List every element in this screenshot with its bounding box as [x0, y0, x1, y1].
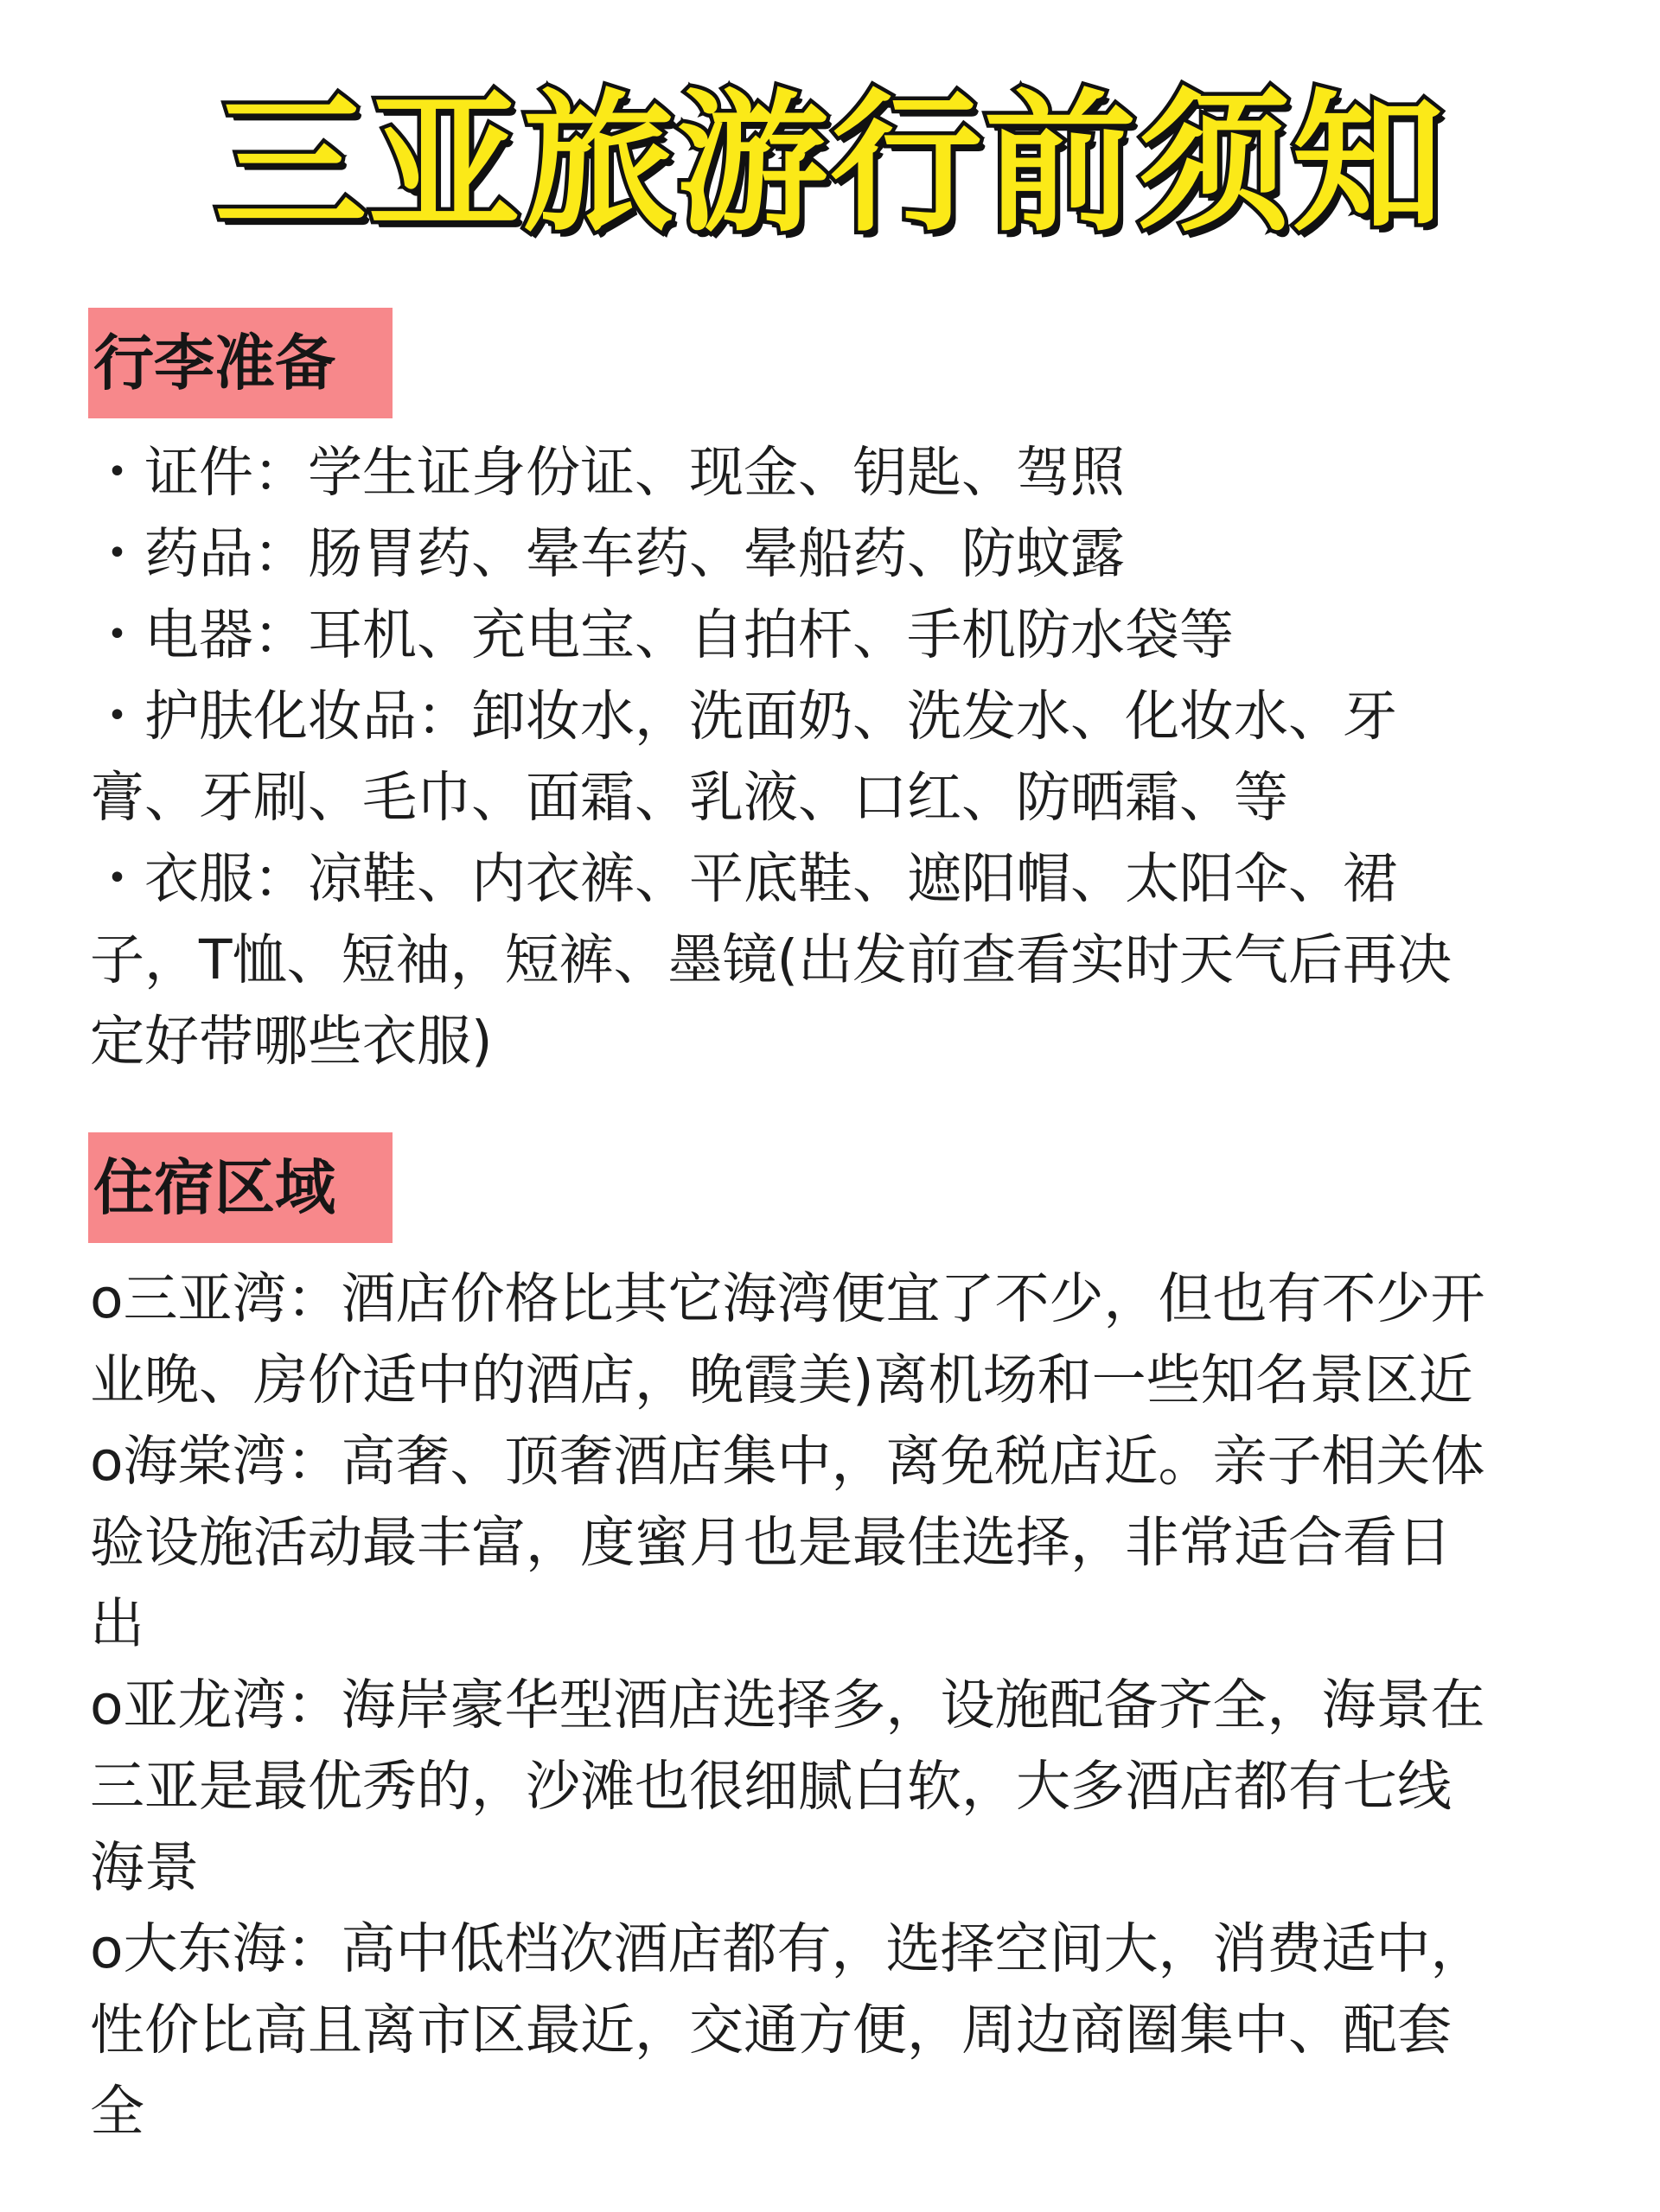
list-item: 出 — [90, 1592, 144, 1655]
accommodation-list — [90, 1259, 1586, 2152]
list-item: o亚龙湾：海岸豪华型酒店选择多，设施配备齐全，海景在 — [90, 1673, 1485, 1737]
list-item: 海景 — [90, 1836, 199, 1899]
list-item: 定好带哪些衣服) — [90, 1010, 493, 1073]
list-item: 子，T恤、短袖，短裤、墨镜(出发前查看实时天气后再决 — [90, 928, 1452, 991]
list-item: ・药品：肠胃药、晕车药、晕船药、防蚊露 — [90, 522, 1125, 585]
list-item: ・证件：学生证身份证、现金、钥匙、驾照 — [90, 441, 1125, 504]
list-item: ・衣服：凉鞋、内衣裤、平底鞋、遮阳帽、太阳伞、裙 — [90, 847, 1397, 910]
page-title: 三亚旅游行前须知 — [214, 75, 1446, 252]
section-label-accommodation: 住宿区域 — [88, 1132, 393, 1243]
list-item: 全 — [90, 2080, 144, 2143]
list-item: 性价比高且离市区最近，交通方便，周边商圈集中、配套 — [90, 1998, 1452, 2062]
list-item: o海棠湾：高奢、顶奢酒店集中，离免税店近。亲子相关体 — [90, 1430, 1485, 1493]
section-label-luggage: 行李准备 — [88, 308, 393, 418]
list-item: 验设施活动最丰富，度蜜月也是最佳选择，非常适合看日 — [90, 1511, 1452, 1574]
list-item: 业晚、房价适中的酒店，晚霞美)离机场和一些知名景区近 — [90, 1348, 1473, 1412]
luggage-list — [90, 432, 1586, 1082]
list-item: o三亚湾：酒店价格比其它海湾便宜了不少，但也有不少开 — [90, 1267, 1485, 1330]
list-item: o大东海：高中低档次酒店都有，选择空间大，消费适中， — [90, 1917, 1485, 1980]
list-item: 三亚是最优秀的，沙滩也很细腻白软，大多酒店都有七线 — [90, 1755, 1452, 1818]
list-item: ・护肤化妆品：卸妆水，洗面奶、洗发水、化妆水、牙 — [90, 685, 1397, 748]
list-item: 膏、牙刷、毛巾、面霜、乳液、口红、防晒霜、等 — [90, 766, 1288, 829]
list-item: ・电器：耳机、充电宝、自拍杆、手机防水袋等 — [90, 603, 1234, 666]
